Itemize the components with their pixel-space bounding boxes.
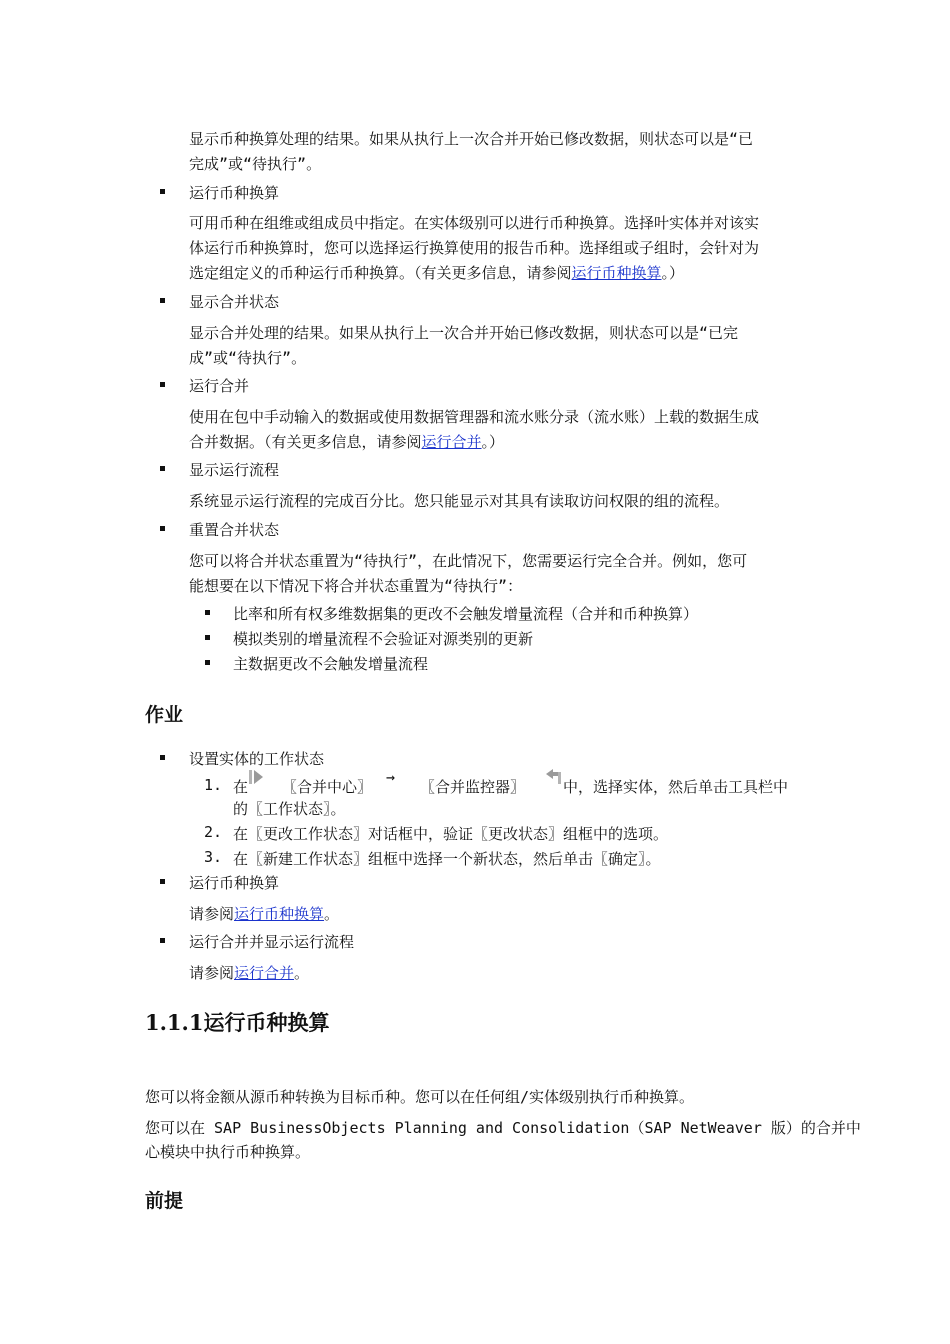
task-run-consol-ref bbox=[189, 962, 309, 983]
run-currency-line1: 可用币种在组维或组成员中指定。在实体级别可以进行币种换算。选择叶实体并对该实 bbox=[189, 214, 760, 232]
item-title-run-consol: 运行合并 bbox=[189, 377, 250, 395]
run-currency-line3-text: 选定组定义的币种运行币种换算。（有关更多信息，请参阅 bbox=[189, 264, 572, 282]
run-consol-line1: 使用在包中手动输入的数据或使用数据管理器和流水账分录（流水账）上载的数据生成 bbox=[189, 408, 760, 426]
section-heading bbox=[145, 1007, 329, 1037]
show-consol-status-line2: 成”或“待执行”。 bbox=[189, 349, 307, 367]
back-icon bbox=[545, 768, 563, 786]
step1-consol-monitor: 〖合并监控器〗 bbox=[420, 778, 526, 796]
reset-sub-item: 主数据更改不会触发增量流程 bbox=[233, 655, 429, 673]
step-number: 1. bbox=[204, 776, 223, 794]
bullet bbox=[160, 938, 165, 943]
prereq-heading: 前提 bbox=[145, 1190, 184, 1212]
step2-text: 在〖更改工作状态〗对话框中，验证〖更改状态〗组框中的选项。 bbox=[233, 825, 669, 843]
item-title-show-consol-status: 显示合并状态 bbox=[189, 293, 280, 311]
run-currency-line3-end: 。） bbox=[661, 264, 685, 282]
section-paragraph-1: 您可以将金额从源币种转换为目标币种。您可以在任何组/实体级别执行币种换算。 bbox=[145, 1088, 695, 1106]
status-paragraph-line1: 显示币种换算处理的结果。如果从执行上一次合并开始已修改数据，则状态可以是“已 bbox=[189, 130, 754, 148]
item-title-reset: 重置合并状态 bbox=[189, 521, 280, 539]
section-number: 1.1.1 bbox=[145, 1010, 204, 1035]
forward-icon bbox=[247, 768, 265, 786]
link-run-consol[interactable]: 运行合并 bbox=[421, 433, 482, 451]
run-currency-line3 bbox=[189, 262, 684, 283]
section-paragraph-2-line1: 您可以在 SAP BusinessObjects Planning and Consolidation（SAP NetWeaver 版）的合并中 bbox=[145, 1119, 861, 1137]
sub-bullet bbox=[205, 660, 210, 665]
link-run-currency[interactable]: 运行币种换算 bbox=[571, 264, 662, 282]
bullet bbox=[160, 879, 165, 884]
item-title-run-currency: 运行币种换算 bbox=[189, 184, 280, 202]
section-title: 运行币种换算 bbox=[203, 1010, 330, 1035]
bullet bbox=[160, 189, 165, 194]
item-title-show-flow: 显示运行流程 bbox=[189, 461, 280, 479]
status-paragraph-line2: 完成”或“待执行”。 bbox=[189, 155, 322, 173]
tasks-heading: 作业 bbox=[145, 704, 184, 726]
task-title-set-status: 设置实体的工作状态 bbox=[189, 750, 325, 768]
reset-line2: 能想要在以下情况下将合并状态重置为“待执行”： bbox=[189, 577, 523, 595]
task-title-run-currency: 运行币种换算 bbox=[189, 874, 280, 892]
reset-sub-item: 模拟类别的增量流程不会验证对源类别的更新 bbox=[233, 630, 534, 648]
bullet bbox=[160, 755, 165, 760]
step-number: 2. bbox=[204, 823, 223, 841]
ref-end: 。 bbox=[294, 964, 310, 982]
step1-line2: 的〖工作状态〗。 bbox=[233, 800, 346, 818]
bullet bbox=[160, 382, 165, 387]
sub-bullet bbox=[205, 635, 210, 640]
ref-end: 。 bbox=[324, 905, 340, 923]
task-title-run-consol: 运行合并并显示运行流程 bbox=[189, 933, 355, 951]
reset-sub-item: 比率和所有权多维数据集的更改不会触发增量流程（合并和币种换算） bbox=[233, 605, 699, 623]
step1-post: 中，选择实体，然后单击工具栏中 bbox=[563, 778, 789, 796]
step1-pre: 在 bbox=[233, 778, 249, 796]
sub-bullet bbox=[205, 610, 210, 615]
link-run-currency-task[interactable]: 运行币种换算 bbox=[234, 905, 325, 923]
bullet bbox=[160, 526, 165, 531]
arrow-text: → bbox=[386, 768, 396, 786]
run-currency-line2: 体运行币种换算时，您可以选择运行换算使用的报告币种。选择组或子组时，会针对为 bbox=[189, 239, 760, 257]
show-consol-status-line1: 显示合并处理的结果。如果从执行上一次合并开始已修改数据，则状态可以是“已完 bbox=[189, 324, 739, 342]
link-run-consol-task[interactable]: 运行合并 bbox=[234, 964, 295, 982]
run-consol-line2 bbox=[189, 431, 504, 452]
task-run-currency-ref bbox=[189, 903, 339, 924]
step3-text: 在〖新建工作状态〗组框中选择一个新状态，然后单击〖确定〗。 bbox=[233, 850, 661, 868]
step-number: 3. bbox=[204, 848, 223, 866]
run-consol-line2-text: 合并数据。（有关更多信息，请参阅 bbox=[189, 433, 422, 451]
bullet bbox=[160, 298, 165, 303]
show-flow-line1: 系统显示运行流程的完成百分比。您只能显示对其具有读取访问权限的组的流程。 bbox=[189, 492, 730, 510]
section-paragraph-2-line2: 心模块中执行币种换算。 bbox=[145, 1143, 311, 1161]
run-consol-line2-end: 。） bbox=[481, 433, 505, 451]
ref-text: 请参阅 bbox=[189, 905, 235, 923]
bullet bbox=[160, 466, 165, 471]
step1-consol-center: 〖合并中心〗 bbox=[282, 778, 373, 796]
reset-line1: 您可以将合并状态重置为“待执行”，在此情况下，您需要运行完全合并。例如，您可 bbox=[189, 552, 748, 570]
ref-text: 请参阅 bbox=[189, 964, 235, 982]
